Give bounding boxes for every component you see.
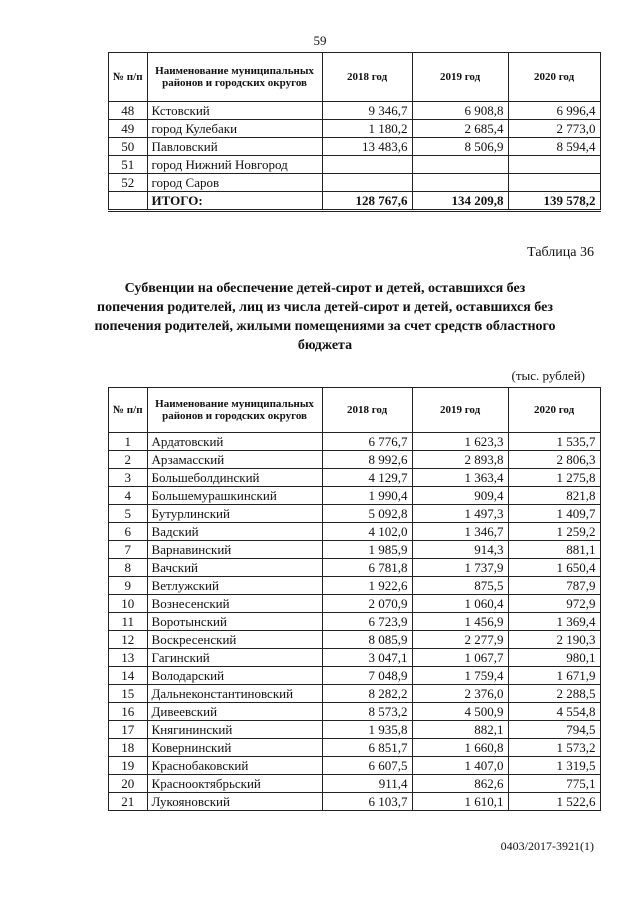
row-value-2020: 775,1 bbox=[508, 775, 600, 793]
row-value-2019: 2 277,9 bbox=[412, 631, 508, 649]
column-header-number: № п/п bbox=[109, 388, 148, 433]
table-row bbox=[109, 156, 601, 174]
row-value-2019: 1 346,7 bbox=[412, 523, 508, 541]
row-district-name: город Нижний Новгород bbox=[147, 156, 322, 174]
table-row bbox=[109, 685, 601, 703]
row-number: 11 bbox=[109, 613, 148, 631]
row-district-name: Ветлужский bbox=[147, 577, 322, 595]
table-row bbox=[109, 505, 601, 523]
row-value-2018: 6 776,7 bbox=[322, 433, 412, 451]
row-value-2020: 1 535,7 bbox=[508, 433, 600, 451]
row-district-name: Бутурлинский bbox=[147, 505, 322, 523]
row-value-2020 bbox=[508, 174, 600, 192]
row-value-2018: 13 483,6 bbox=[322, 138, 412, 156]
row-number: 21 bbox=[109, 793, 148, 811]
row-value-2019: 2 893,8 bbox=[412, 451, 508, 469]
row-value-2018: 1 935,8 bbox=[322, 721, 412, 739]
row-number: 18 bbox=[109, 739, 148, 757]
total-2018: 128 767,6 bbox=[322, 192, 412, 211]
row-district-name: Арзамасский bbox=[147, 451, 322, 469]
row-number: 5 bbox=[109, 505, 148, 523]
row-value-2018: 6 607,5 bbox=[322, 757, 412, 775]
column-header-number: № п/п bbox=[109, 53, 148, 102]
table-body bbox=[109, 102, 601, 211]
row-value-2020: 972,9 bbox=[508, 595, 600, 613]
row-value-2020: 881,1 bbox=[508, 541, 600, 559]
row-value-2019: 1 610,1 bbox=[412, 793, 508, 811]
table-row bbox=[109, 775, 601, 793]
document-code: 0403/2017-3921(1) bbox=[500, 839, 594, 853]
row-value-2020: 794,5 bbox=[508, 721, 600, 739]
row-value-2018: 9 346,7 bbox=[322, 102, 412, 120]
table-row bbox=[109, 703, 601, 721]
row-value-2018: 6 723,9 bbox=[322, 613, 412, 631]
row-district-name: Лукояновский bbox=[147, 793, 322, 811]
row-number: 16 bbox=[109, 703, 148, 721]
row-district-name: Вадский bbox=[147, 523, 322, 541]
row-value-2018: 2 070,9 bbox=[322, 595, 412, 613]
row-number: 51 bbox=[109, 156, 148, 174]
row-value-2020: 1 522,6 bbox=[508, 793, 600, 811]
row-value-2019: 6 908,8 bbox=[412, 102, 508, 120]
row-value-2019: 8 506,9 bbox=[412, 138, 508, 156]
row-district-name: Большеболдинский bbox=[147, 469, 322, 487]
row-value-2020: 1 275,8 bbox=[508, 469, 600, 487]
table-title: Субвенции на обеспечение детей-сирот и детей, оставшихся без попечения родителей, лиц из числа детей-сирот и детей, оставшихся без попечения родителей, жилыми помещениями за счет средств областного бюджета bbox=[94, 281, 556, 353]
table-row bbox=[109, 577, 601, 595]
row-value-2019: 1 737,9 bbox=[412, 559, 508, 577]
table-row bbox=[109, 120, 601, 138]
column-header-2019: 2019 год bbox=[412, 388, 508, 433]
total-label: ИТОГО: bbox=[147, 192, 322, 211]
row-number: 49 bbox=[109, 120, 148, 138]
row-value-2018: 911,4 bbox=[322, 775, 412, 793]
row-district-name: Воскресенский bbox=[147, 631, 322, 649]
row-value-2019: 914,3 bbox=[412, 541, 508, 559]
row-value-2020: 8 594,4 bbox=[508, 138, 600, 156]
column-header-name: Наименование муниципальных районов и городских округов bbox=[147, 388, 322, 433]
table-row bbox=[109, 721, 601, 739]
row-value-2018: 1 985,9 bbox=[322, 541, 412, 559]
table-row bbox=[109, 667, 601, 685]
row-value-2020: 2 190,3 bbox=[508, 631, 600, 649]
row-value-2018: 4 129,7 bbox=[322, 469, 412, 487]
row-value-2019 bbox=[412, 156, 508, 174]
table-subventions bbox=[108, 387, 601, 811]
row-district-name: Володарский bbox=[147, 667, 322, 685]
row-number: 10 bbox=[109, 595, 148, 613]
row-value-2018 bbox=[322, 174, 412, 192]
row-value-2020: 821,8 bbox=[508, 487, 600, 505]
column-header-2020: 2020 год bbox=[508, 53, 600, 102]
row-district-name: Дальнеконстантиновский bbox=[147, 685, 322, 703]
total-number-cell bbox=[109, 192, 148, 211]
row-value-2018: 1 180,2 bbox=[322, 120, 412, 138]
row-district-name: Кстовский bbox=[147, 102, 322, 120]
row-number: 2 bbox=[109, 451, 148, 469]
row-number: 14 bbox=[109, 667, 148, 685]
row-number: 20 bbox=[109, 775, 148, 793]
total-row bbox=[109, 192, 601, 211]
row-value-2019: 1 363,4 bbox=[412, 469, 508, 487]
row-value-2019: 1 759,4 bbox=[412, 667, 508, 685]
row-number: 12 bbox=[109, 631, 148, 649]
row-district-name: город Саров bbox=[147, 174, 322, 192]
table-row bbox=[109, 102, 601, 120]
row-value-2018: 6 781,8 bbox=[322, 559, 412, 577]
row-district-name: Краснооктябрьский bbox=[147, 775, 322, 793]
row-district-name: Гагинский bbox=[147, 649, 322, 667]
row-district-name: Краснобаковский bbox=[147, 757, 322, 775]
row-number: 52 bbox=[109, 174, 148, 192]
row-value-2019 bbox=[412, 174, 508, 192]
row-district-name: Вознесенский bbox=[147, 595, 322, 613]
table-row bbox=[109, 541, 601, 559]
page-number: 59 bbox=[313, 33, 327, 48]
row-district-name: Воротынский bbox=[147, 613, 322, 631]
row-district-name: город Кулебаки bbox=[147, 120, 322, 138]
row-value-2020 bbox=[508, 156, 600, 174]
row-value-2018: 7 048,9 bbox=[322, 667, 412, 685]
row-value-2020: 2 806,3 bbox=[508, 451, 600, 469]
table-row bbox=[109, 739, 601, 757]
table-row bbox=[109, 613, 601, 631]
row-district-name: Большемурашкинский bbox=[147, 487, 322, 505]
row-value-2020: 1 671,9 bbox=[508, 667, 600, 685]
units-label: (тыс. рублей) bbox=[511, 368, 585, 383]
row-district-name: Вачский bbox=[147, 559, 322, 577]
table-header bbox=[109, 53, 601, 102]
row-value-2018: 1 922,6 bbox=[322, 577, 412, 595]
row-value-2018: 5 092,8 bbox=[322, 505, 412, 523]
row-number: 50 bbox=[109, 138, 148, 156]
table-header bbox=[109, 388, 601, 433]
row-district-name: Княгининский bbox=[147, 721, 322, 739]
column-header-2018: 2018 год bbox=[322, 53, 412, 102]
row-value-2020: 1 259,2 bbox=[508, 523, 600, 541]
row-value-2018: 8 085,9 bbox=[322, 631, 412, 649]
table-row bbox=[109, 649, 601, 667]
row-value-2020: 1 369,4 bbox=[508, 613, 600, 631]
total-2020: 139 578,2 bbox=[508, 192, 600, 211]
row-district-name: Ковернинский bbox=[147, 739, 322, 757]
row-value-2020: 1 409,7 bbox=[508, 505, 600, 523]
row-value-2020: 1 650,4 bbox=[508, 559, 600, 577]
row-value-2018: 3 047,1 bbox=[322, 649, 412, 667]
row-number: 13 bbox=[109, 649, 148, 667]
row-value-2019: 862,6 bbox=[412, 775, 508, 793]
row-value-2019: 1 456,9 bbox=[412, 613, 508, 631]
row-value-2019: 1 497,3 bbox=[412, 505, 508, 523]
row-value-2020: 1 319,5 bbox=[508, 757, 600, 775]
row-number: 6 bbox=[109, 523, 148, 541]
row-value-2018: 6 103,7 bbox=[322, 793, 412, 811]
row-value-2019: 2 376,0 bbox=[412, 685, 508, 703]
row-value-2018: 6 851,7 bbox=[322, 739, 412, 757]
row-value-2019: 875,5 bbox=[412, 577, 508, 595]
row-number: 15 bbox=[109, 685, 148, 703]
row-value-2020: 4 554,8 bbox=[508, 703, 600, 721]
row-number: 48 bbox=[109, 102, 148, 120]
table-row bbox=[109, 451, 601, 469]
table-row bbox=[109, 487, 601, 505]
row-value-2020: 2 288,5 bbox=[508, 685, 600, 703]
table-row bbox=[109, 433, 601, 451]
row-value-2019: 2 685,4 bbox=[412, 120, 508, 138]
table-row bbox=[109, 174, 601, 192]
row-value-2020: 2 773,0 bbox=[508, 120, 600, 138]
row-value-2019: 909,4 bbox=[412, 487, 508, 505]
table-row bbox=[109, 469, 601, 487]
row-value-2019: 1 407,0 bbox=[412, 757, 508, 775]
row-district-name: Дивеевский bbox=[147, 703, 322, 721]
table-districts-continued bbox=[108, 52, 601, 212]
table-row bbox=[109, 595, 601, 613]
row-number: 9 bbox=[109, 577, 148, 595]
table-row bbox=[109, 631, 601, 649]
row-value-2019: 1 060,4 bbox=[412, 595, 508, 613]
row-value-2019: 1 067,7 bbox=[412, 649, 508, 667]
row-value-2020: 980,1 bbox=[508, 649, 600, 667]
column-header-2019: 2019 год bbox=[412, 53, 508, 102]
row-number: 4 bbox=[109, 487, 148, 505]
table-row bbox=[109, 757, 601, 775]
row-value-2018 bbox=[322, 156, 412, 174]
row-district-name: Варнавинский bbox=[147, 541, 322, 559]
column-header-2020: 2020 год bbox=[508, 388, 600, 433]
table-row bbox=[109, 523, 601, 541]
row-value-2018: 8 992,6 bbox=[322, 451, 412, 469]
column-header-name: Наименование муниципальных районов и городских округов bbox=[147, 53, 322, 102]
table-row bbox=[109, 138, 601, 156]
row-value-2019: 882,1 bbox=[412, 721, 508, 739]
table-body bbox=[109, 433, 601, 811]
row-district-name: Ардатовский bbox=[147, 433, 322, 451]
row-value-2018: 4 102,0 bbox=[322, 523, 412, 541]
row-value-2019: 1 623,3 bbox=[412, 433, 508, 451]
column-header-2018: 2018 год bbox=[322, 388, 412, 433]
row-value-2018: 1 990,4 bbox=[322, 487, 412, 505]
table-row bbox=[109, 793, 601, 811]
row-number: 3 bbox=[109, 469, 148, 487]
row-value-2020: 1 573,2 bbox=[508, 739, 600, 757]
row-number: 17 bbox=[109, 721, 148, 739]
row-number: 1 bbox=[109, 433, 148, 451]
row-value-2019: 4 500,9 bbox=[412, 703, 508, 721]
row-value-2018: 8 573,2 bbox=[322, 703, 412, 721]
row-number: 8 bbox=[109, 559, 148, 577]
row-value-2020: 6 996,4 bbox=[508, 102, 600, 120]
row-value-2020: 787,9 bbox=[508, 577, 600, 595]
table-caption: Таблица 36 bbox=[527, 245, 594, 260]
table-row bbox=[109, 559, 601, 577]
row-number: 19 bbox=[109, 757, 148, 775]
row-value-2019: 1 660,8 bbox=[412, 739, 508, 757]
row-district-name: Павловский bbox=[147, 138, 322, 156]
row-value-2018: 8 282,2 bbox=[322, 685, 412, 703]
row-number: 7 bbox=[109, 541, 148, 559]
total-2019: 134 209,8 bbox=[412, 192, 508, 211]
